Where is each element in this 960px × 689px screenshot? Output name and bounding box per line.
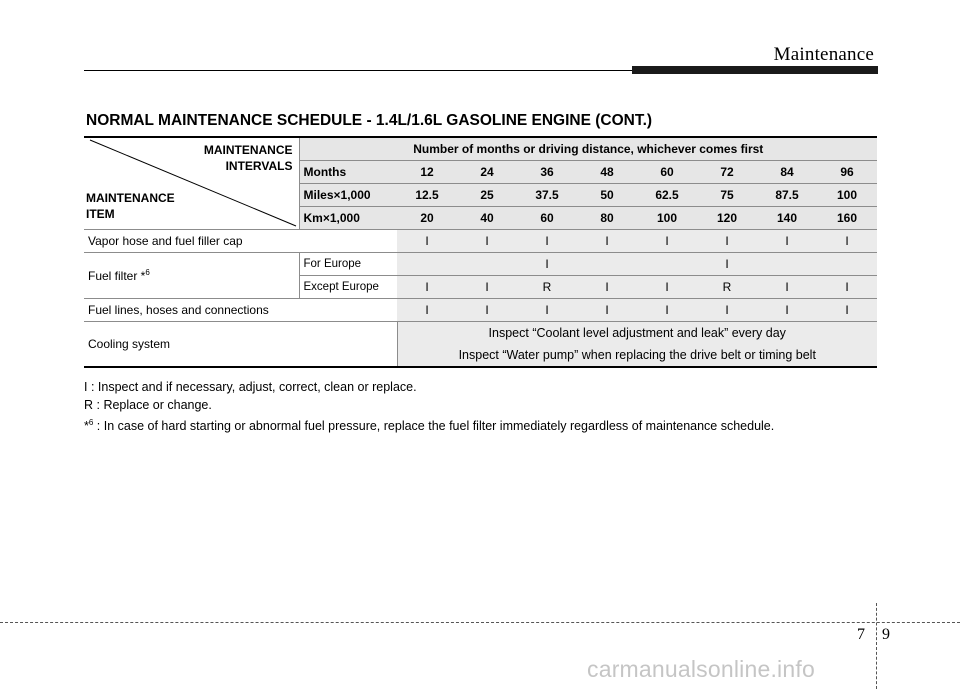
schedule-cell: I — [757, 230, 817, 253]
km-cell: 60 — [517, 207, 577, 230]
schedule-cell: I — [637, 230, 697, 253]
cooling-line-1: Inspect “Coolant level adjustment and leak” every day — [488, 326, 786, 340]
schedule-cell — [757, 253, 817, 276]
schedule-cell: I — [577, 230, 637, 253]
schedule-cell: I — [397, 276, 457, 299]
item-label: MAINTENANCE ITEM — [86, 191, 175, 221]
schedule-cell: I — [457, 230, 517, 253]
km-cell: 20 — [397, 207, 457, 230]
schedule-cell: I — [817, 276, 877, 299]
sub-item-name: For Europe — [299, 253, 397, 276]
maintenance-schedule-table — [84, 136, 877, 368]
schedule-cell: I — [697, 253, 757, 276]
km-cell: 80 — [577, 207, 637, 230]
vapor-hose-row — [84, 230, 877, 253]
schedule-cell: I — [397, 299, 457, 322]
schedule-cell: I — [697, 299, 757, 322]
fuel-filter-europe-row — [84, 253, 877, 276]
page-number: 9 — [882, 626, 890, 643]
months-cell: 84 — [757, 161, 817, 184]
footnote-mark: 6 — [145, 268, 150, 277]
header-rule — [84, 70, 632, 71]
months-cell: 24 — [457, 161, 517, 184]
schedule-cell: I — [577, 299, 637, 322]
interval-header: Number of months or driving distance, whichever comes first — [299, 137, 877, 161]
fuel-lines-row — [84, 299, 877, 322]
schedule-cell: I — [757, 276, 817, 299]
km-cell: 140 — [757, 207, 817, 230]
cooling-instructions — [397, 322, 877, 368]
schedule-cell: I — [577, 276, 637, 299]
header-bar — [632, 66, 878, 74]
schedule-cell: I — [637, 299, 697, 322]
schedule-cell: I — [697, 230, 757, 253]
schedule-cell: I — [457, 299, 517, 322]
item-name: Vapor hose and fuel filler cap — [84, 230, 397, 253]
fuel-filter-label: Fuel filter *$^6$ — [84, 253, 299, 299]
schedule-cell: I — [517, 230, 577, 253]
intervals-label: MAINTENANCE INTERVALS — [203, 143, 293, 173]
note-inspect: I : Inspect and if necessary, adjust, correct, clean or replace. — [84, 380, 417, 394]
schedule-cell — [397, 253, 457, 276]
miles-cell: 100 — [817, 184, 877, 207]
miles-cell: 75 — [697, 184, 757, 207]
header-row-top — [84, 137, 877, 161]
miles-cell: 37.5 — [517, 184, 577, 207]
watermark: carmanualsonline.info — [587, 656, 815, 682]
schedule-cell: I — [757, 299, 817, 322]
schedule-cell: I — [817, 230, 877, 253]
schedule-cell: I — [517, 299, 577, 322]
months-cell: 36 — [517, 161, 577, 184]
schedule-heading: NORMAL MAINTENANCE SCHEDULE - 1.4L/1.6L GASOLINE ENGINE (CONT.) — [86, 112, 653, 129]
cooling-line-2: Inspect “Water pump” when replacing the drive belt or timing belt — [458, 348, 816, 362]
item-name: Cooling system — [84, 322, 397, 368]
row-label: Miles×1,000 — [299, 184, 397, 207]
miles-cell: 87.5 — [757, 184, 817, 207]
miles-cell: 62.5 — [637, 184, 697, 207]
km-cell: 100 — [637, 207, 697, 230]
schedule-cell — [457, 253, 517, 276]
row-label: Km×1,000 — [299, 207, 397, 230]
km-cell: 160 — [817, 207, 877, 230]
schedule-cell: I — [457, 276, 517, 299]
item-name: Fuel lines, hoses and connections — [84, 299, 397, 322]
miles-cell: 50 — [577, 184, 637, 207]
footer-rule — [0, 622, 960, 623]
row-label: Months — [299, 161, 397, 184]
corner-cell — [84, 137, 299, 230]
schedule-cell: I — [817, 299, 877, 322]
months-cell: 12 — [397, 161, 457, 184]
miles-cell: 12.5 — [397, 184, 457, 207]
months-cell: 96 — [817, 161, 877, 184]
schedule-cell: I — [637, 276, 697, 299]
km-cell: 120 — [697, 207, 757, 230]
schedule-cell: R — [517, 276, 577, 299]
schedule-cell — [637, 253, 697, 276]
note-footnote: *$^6$ : In case of hard starting or abnormal fuel pressure, replace the fuel filter immediately regardless of maintenance schedule. — [84, 418, 775, 434]
cooling-system-row — [84, 322, 877, 368]
schedule-cell: R — [697, 276, 757, 299]
km-cell: 40 — [457, 207, 517, 230]
page-divider — [876, 603, 877, 689]
months-cell: 48 — [577, 161, 637, 184]
sub-item-name: Except Europe — [299, 276, 397, 299]
note-replace: R : Replace or change. — [84, 397, 212, 412]
schedule-cell — [817, 253, 877, 276]
months-cell: 60 — [637, 161, 697, 184]
schedule-cell: I — [517, 253, 577, 276]
schedule-cell — [577, 253, 637, 276]
section-title: Maintenance — [773, 44, 874, 65]
miles-cell: 25 — [457, 184, 517, 207]
chapter-number: 7 — [857, 626, 865, 643]
schedule-cell: I — [397, 230, 457, 253]
legend-notes — [84, 379, 774, 436]
months-cell: 72 — [697, 161, 757, 184]
